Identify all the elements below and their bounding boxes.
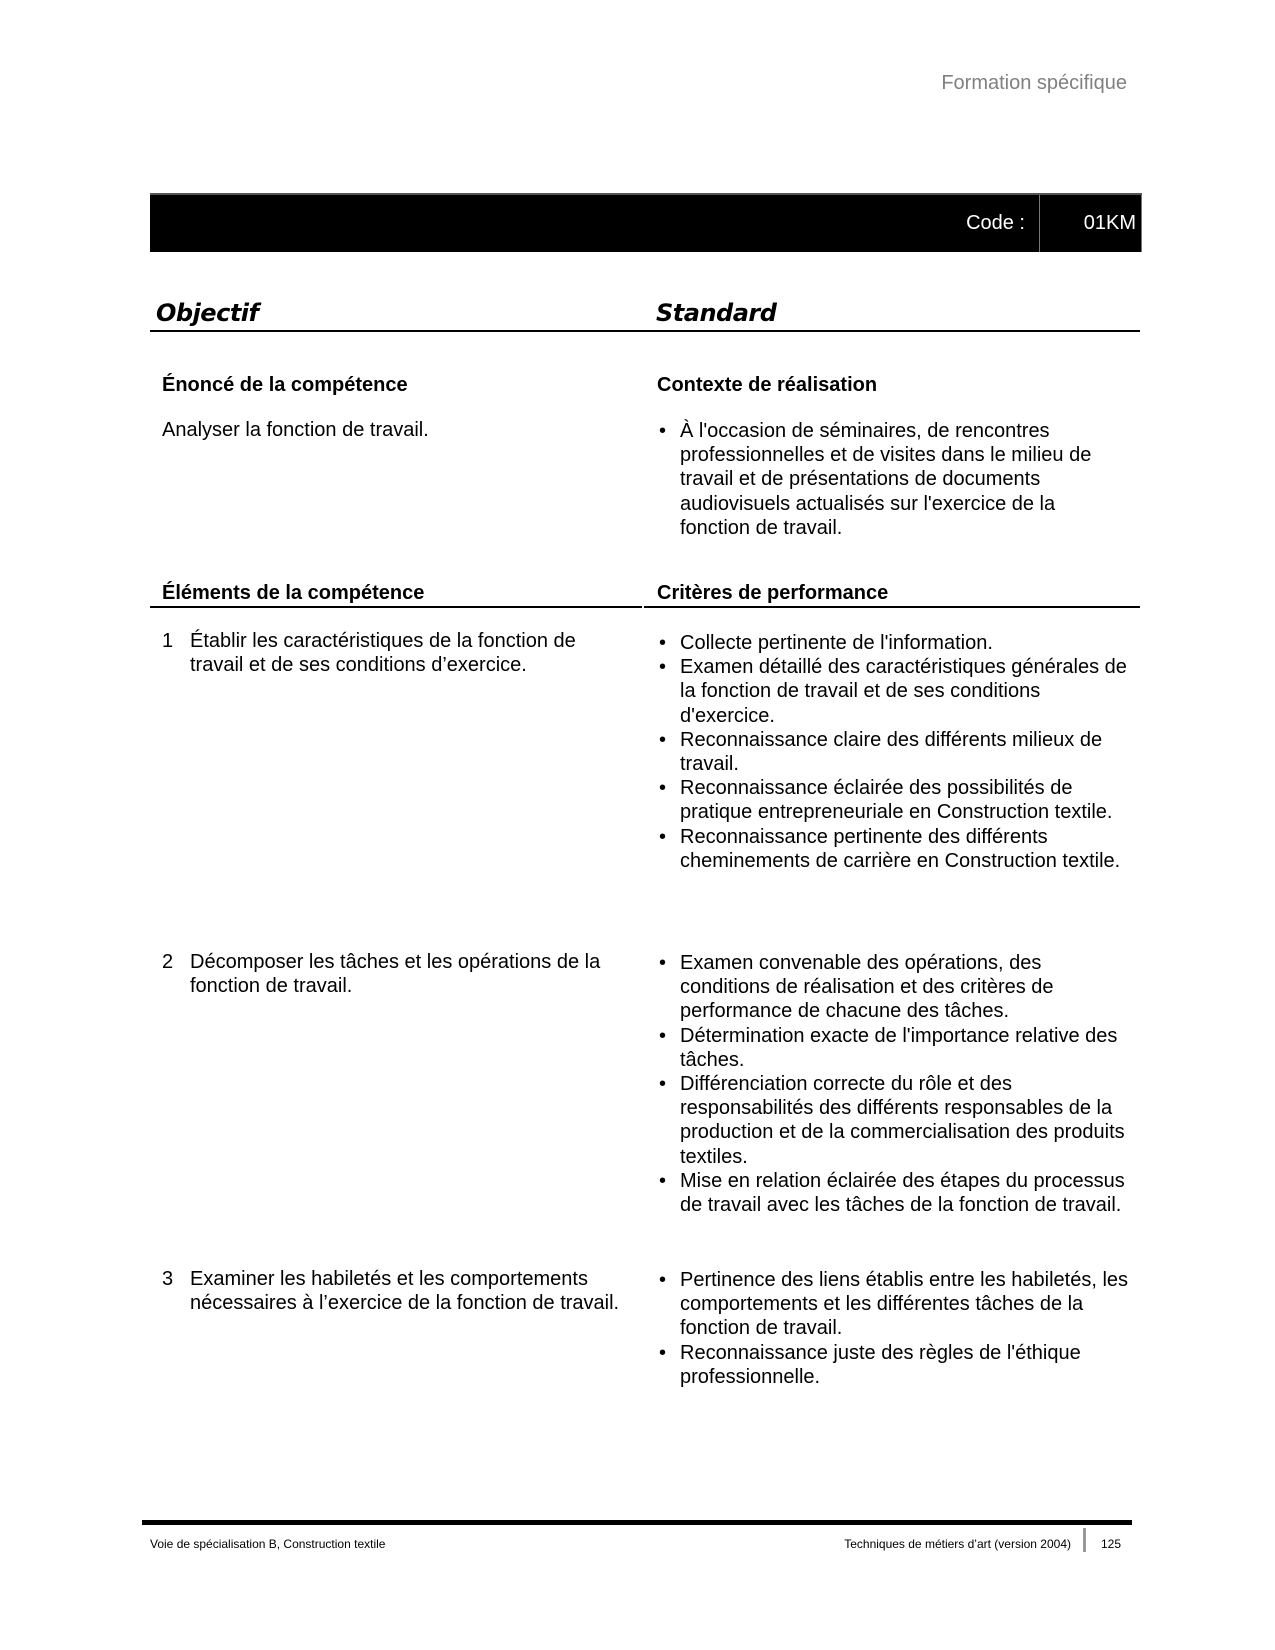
code-label: Code : xyxy=(966,195,1040,252)
bullet-icon: • xyxy=(659,1024,667,1047)
code-bar xyxy=(150,193,1142,252)
page-number: 125 xyxy=(1101,1537,1122,1551)
elements-title: Éléments de la compétence xyxy=(162,582,425,604)
footer-right: Techniques de métiers d’art (version 2004) xyxy=(844,1537,1071,1551)
list-item xyxy=(655,1072,1130,1169)
list-item-text: Examen convenable des opérations, des conditions de réalisation et des critères de performance de chacune des tâches. xyxy=(680,952,1054,1023)
bullet-icon: • xyxy=(659,632,667,654)
list-item-text: Pertinence des liens établis entre les habiletés, les comportements et les différentes tâches de la fonction de travail. xyxy=(680,1269,1129,1340)
footer-rule xyxy=(142,1520,1132,1525)
bullet-icon: • xyxy=(659,952,667,974)
element-number: 2 xyxy=(162,951,174,973)
criteres-title: Critères de performance xyxy=(657,582,889,604)
list-item xyxy=(655,655,1130,728)
list-item-text: Mise en relation éclairée des étapes du processus de travail avec les tâches de la fonction de travail. xyxy=(680,1169,1125,1217)
list-item xyxy=(655,1169,1130,1217)
contexte-list xyxy=(655,419,1130,540)
list-item-text: Différenciation correcte du rôle et des responsabilités des différents responsables de la production et de la commercialisation des produits textiles. xyxy=(680,1073,1125,1168)
bullet-icon: • xyxy=(659,825,667,848)
list-item xyxy=(655,1268,1130,1341)
bullet-icon: • xyxy=(659,1073,667,1096)
list-item-text: Détermination exacte de l'importance relative des tâches. xyxy=(680,1024,1118,1071)
bullet-icon: • xyxy=(659,777,667,800)
bullet-icon: • xyxy=(659,1341,667,1364)
divider-right xyxy=(644,606,1140,608)
bullet-icon: • xyxy=(659,420,667,442)
list-item-text: Reconnaissance claire des différents milieux de travail. xyxy=(680,728,1103,776)
element-text: Examiner les habiletés et les comportements nécessaires à l’exercice de la fonction de travail. xyxy=(190,1268,620,1315)
criteria-list-3 xyxy=(655,1268,1130,1389)
element-text: Établir les caractéristiques de la fonction de travail et de ses conditions d’exercice. xyxy=(190,630,576,677)
standard-heading: Standard xyxy=(656,299,777,327)
list-item-text: Reconnaissance juste des règles de l'éthique professionnelle. xyxy=(680,1341,1081,1388)
enonce-text: Analyser la fonction de travail. xyxy=(162,419,429,441)
list-item-text: Reconnaissance pertinente des différents cheminements de carrière en Construction textile. xyxy=(680,825,1121,872)
bullet-icon: • xyxy=(659,1169,667,1192)
list-item xyxy=(655,1024,1130,1072)
list-item xyxy=(655,951,1130,1024)
list-item xyxy=(655,419,1130,540)
enonce-title: Énoncé de la compétence xyxy=(162,374,408,396)
running-head: Formation spécifique xyxy=(941,72,1127,94)
list-item-text: Collecte pertinente de l'information. xyxy=(680,632,993,654)
list-item xyxy=(655,825,1130,873)
list-item-text: Reconnaissance éclairée des possibilités de pratique entrepreneuriale en Construction textile. xyxy=(680,777,1113,824)
code-bar-divider xyxy=(1141,195,1142,252)
footer-separator xyxy=(1083,1528,1086,1552)
list-item xyxy=(655,1341,1130,1389)
code-value: 01KM xyxy=(1083,212,1136,234)
bullet-icon: • xyxy=(659,656,667,679)
bullet-icon: • xyxy=(659,728,667,751)
element-text: Décomposer les tâches et les opérations de la fonction de travail. xyxy=(190,951,601,998)
list-item-text: Examen détaillé des caractéristiques générales de la fonction de travail et de ses conditions d'exercice. xyxy=(680,656,1127,727)
objectif-heading: Objectif xyxy=(156,299,259,327)
contexte-title: Contexte de réalisation xyxy=(657,374,878,396)
list-item xyxy=(655,728,1130,776)
sub-header-row xyxy=(150,580,1140,608)
criteria-list-1 xyxy=(655,631,1130,873)
column-header-row xyxy=(150,296,1140,332)
list-item-text: À l'occasion de séminaires, de rencontres professionnelles et de visites dans le milieu de travail et de présentations de documents audiovisuels actualisés sur l'exercice de la fonction de travail. xyxy=(680,420,1092,539)
element-number: 1 xyxy=(162,630,174,652)
footer-left: Voie de spécialisation B, Construction textile xyxy=(150,1537,386,1551)
list-item xyxy=(655,776,1130,824)
element-number: 3 xyxy=(162,1268,174,1290)
list-item xyxy=(655,631,1130,655)
divider-left xyxy=(150,606,642,608)
criteria-list-2 xyxy=(655,951,1130,1217)
bullet-icon: • xyxy=(659,1269,667,1291)
